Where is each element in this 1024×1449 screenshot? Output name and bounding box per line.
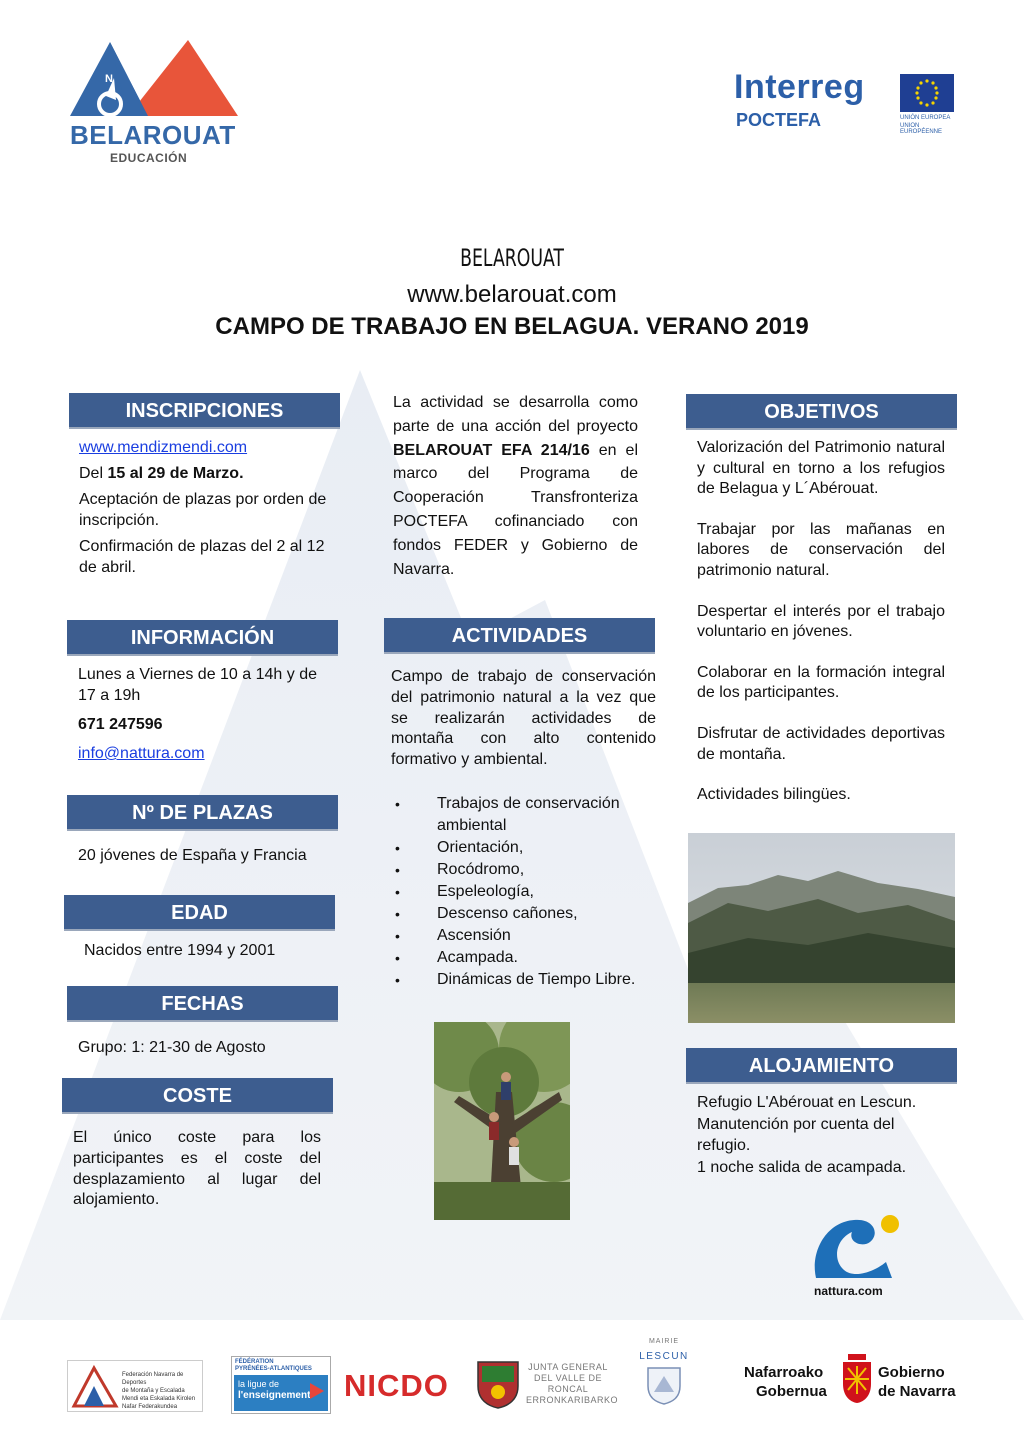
ligue-arrow-icon bbox=[310, 1383, 324, 1399]
junta-roncal-text bbox=[526, 1362, 619, 1406]
objetivo-item: Disfrutar de actividades deportivas de montaña. bbox=[697, 724, 945, 763]
inscripciones-acceptance: Aceptación de plazas por orden de inscripción. bbox=[79, 491, 327, 529]
informacion-email-link[interactable]: info@nattura.com bbox=[78, 745, 205, 762]
fnd-mountain-icon bbox=[70, 1362, 120, 1410]
roncal-shield-icon bbox=[474, 1356, 522, 1410]
navarra-eu-2: Gobernua bbox=[756, 1383, 827, 1400]
fnd-line: de Montaña y Escalada bbox=[122, 1388, 185, 1394]
poctefa-label: POCTEFA bbox=[736, 110, 822, 130]
junta-line: JUNTA GENERAL bbox=[528, 1362, 608, 1372]
ffpa-line: la ligue de bbox=[238, 1379, 280, 1389]
actividad-item: • Ascensión bbox=[391, 925, 661, 947]
informacion-hours: Lunes a Viernes de 10 a 14h y de 17 a 19h bbox=[78, 666, 317, 704]
fechas-text: Grupo: 1: 21-30 de Agosto bbox=[78, 1039, 266, 1056]
nattura-wave-icon bbox=[808, 1212, 908, 1286]
alojamiento-line: Refugio L'Abérouat en Lescun. bbox=[697, 1094, 917, 1111]
inscripciones-heading: INSCRIPCIONES bbox=[69, 393, 340, 429]
lescun-logo bbox=[632, 1338, 696, 1418]
logo-subtitle: EDUCACIÓN bbox=[110, 151, 188, 165]
actividades-list bbox=[391, 793, 661, 991]
objetivo-item: Despertar el interés por el trabajo voluntario en jóvenes. bbox=[697, 602, 945, 641]
objetivos-body bbox=[697, 438, 945, 806]
objetivos-heading: OBJETIVOS bbox=[686, 394, 957, 430]
junta-line: ERRONKARIBARKO bbox=[526, 1395, 619, 1405]
plazas-heading: Nº DE PLAZAS bbox=[67, 795, 338, 831]
plazas-text: 20 jóvenes de España y Francia bbox=[78, 847, 307, 864]
junta-line: RONCAL bbox=[547, 1384, 589, 1394]
eu-label-1: UNIÓN EUROPEA bbox=[900, 115, 951, 121]
lescun-top: MAIRIE bbox=[648, 1338, 680, 1345]
ffpa-line: l'enseignement bbox=[238, 1390, 311, 1401]
interreg-logo bbox=[730, 68, 960, 138]
interreg-brand: Interreg bbox=[734, 68, 865, 106]
actividad-item: • Descenso cañones, bbox=[391, 903, 661, 925]
coste-heading: COSTE bbox=[62, 1078, 333, 1114]
actividad-item: • Trabajos de conservación ambiental bbox=[391, 793, 661, 837]
gobierno-navarra-logo bbox=[744, 1350, 968, 1406]
lescun-label: LESCUN bbox=[639, 1351, 689, 1362]
inscripciones-body bbox=[79, 437, 329, 578]
fnd-line: Nafar Federakundea bbox=[122, 1404, 178, 1410]
actividad-item: • Orientación, bbox=[391, 837, 661, 859]
intro-paragraph: La actividad se desarrolla como parte de una acción del proyecto BELAROUAT EFA 214/16 en el marco del Programa de Cooperación Transfronteriza POCTEFA cofinanciado con fondos FEDER y Gobierno de Navarra. bbox=[393, 394, 638, 578]
fnd-line: Mendi eta Eskalada Kirolen bbox=[122, 1396, 196, 1402]
navarra-eu-1: Nafarroako bbox=[744, 1364, 824, 1381]
mountain-landscape-photo bbox=[688, 833, 955, 1023]
edad-text: Nacidos entre 1994 y 2001 bbox=[84, 942, 276, 959]
informacion-phone: 671 247596 bbox=[78, 716, 163, 733]
lescun-shield-icon bbox=[644, 1364, 684, 1406]
actividad-item: • Espeleología, bbox=[391, 881, 661, 903]
alojamiento-heading: ALOJAMIENTO bbox=[686, 1048, 957, 1084]
actividad-item: • Acampada. bbox=[391, 947, 661, 969]
nicdo-logo: NICDO bbox=[344, 1368, 449, 1403]
navarra-es-1: Gobierno bbox=[878, 1364, 945, 1381]
mendizmendi-link[interactable]: www.mendizmendi.com bbox=[79, 439, 248, 456]
informacion-body bbox=[78, 664, 328, 764]
objetivo-item: Actividades bilingües. bbox=[697, 786, 851, 804]
fechas-heading: FECHAS bbox=[67, 986, 338, 1022]
alojamiento-body bbox=[697, 1092, 947, 1178]
navarra-shield-icon bbox=[840, 1350, 874, 1404]
eu-flag-icon bbox=[900, 74, 954, 112]
actividad-item: • Dinámicas de Tiempo Libre. bbox=[391, 969, 661, 991]
inscripciones-dates: Del 15 al 29 de Marzo. bbox=[79, 465, 244, 482]
belarouat-logo bbox=[66, 38, 246, 168]
ligue-box bbox=[234, 1375, 328, 1411]
page-title: CAMPO DE TRABAJO EN BELAGUA. VERANO 2019 bbox=[215, 313, 809, 340]
informacion-heading: INFORMACIÓN bbox=[67, 620, 338, 656]
objetivo-item: Trabajar por las mañanas en labores de conservación del patrimonio natural. bbox=[697, 520, 945, 579]
edad-heading: EDAD bbox=[64, 895, 335, 931]
nattura-logo bbox=[808, 1212, 908, 1302]
title-belarouat: BELAROUAT bbox=[460, 244, 564, 272]
objetivo-item: Colaborar en la formación integral de los participantes. bbox=[697, 663, 945, 702]
ligue-enseignement-logo bbox=[231, 1356, 331, 1414]
coste-text: El único coste para los participantes es el coste del desplazamiento al lugar del alojamiento. bbox=[73, 1129, 321, 1209]
ffpa-line: PYRÉNÉES-ATLANTIQUES bbox=[235, 1366, 312, 1372]
objetivo-item: Valorización del Patrimonio natural y cultural en torno a los refugios de Belagua y L´Abérouat. bbox=[697, 439, 945, 498]
group-tree-photo bbox=[434, 1022, 570, 1220]
inscripciones-confirmation: Confirmación de plazas del 2 al 12 de abril. bbox=[79, 538, 325, 576]
actividades-heading: ACTIVIDADES bbox=[384, 618, 655, 654]
fnd-line: Federación Navarra de Deportes bbox=[122, 1372, 184, 1386]
actividades-description: Campo de trabajo de conservación del patrimonio natural a la vez que se realizarán actividades de montaña con alto contenido formativo y ambiental. bbox=[391, 668, 656, 769]
junta-line: DEL VALLE DE bbox=[533, 1373, 603, 1383]
alojamiento-line: Manutención por cuenta del refugio. bbox=[697, 1115, 895, 1154]
actividad-item: • Rocódromo, bbox=[391, 859, 661, 881]
title-website: www.belarouat.com bbox=[407, 281, 617, 308]
fnd-montana-logo bbox=[67, 1360, 203, 1412]
compass-n-label: N bbox=[105, 73, 113, 85]
navarra-es-2: de Navarra bbox=[878, 1383, 956, 1400]
eu-label-2: UNION EUROPÉENNE bbox=[900, 123, 943, 135]
nattura-label: nattura.com bbox=[814, 1284, 883, 1298]
ffpa-line: FÉDÉRATION bbox=[235, 1359, 274, 1365]
logo-name: BELAROUAT bbox=[70, 120, 236, 150]
alojamiento-line: 1 noche salida de acampada. bbox=[697, 1158, 907, 1176]
